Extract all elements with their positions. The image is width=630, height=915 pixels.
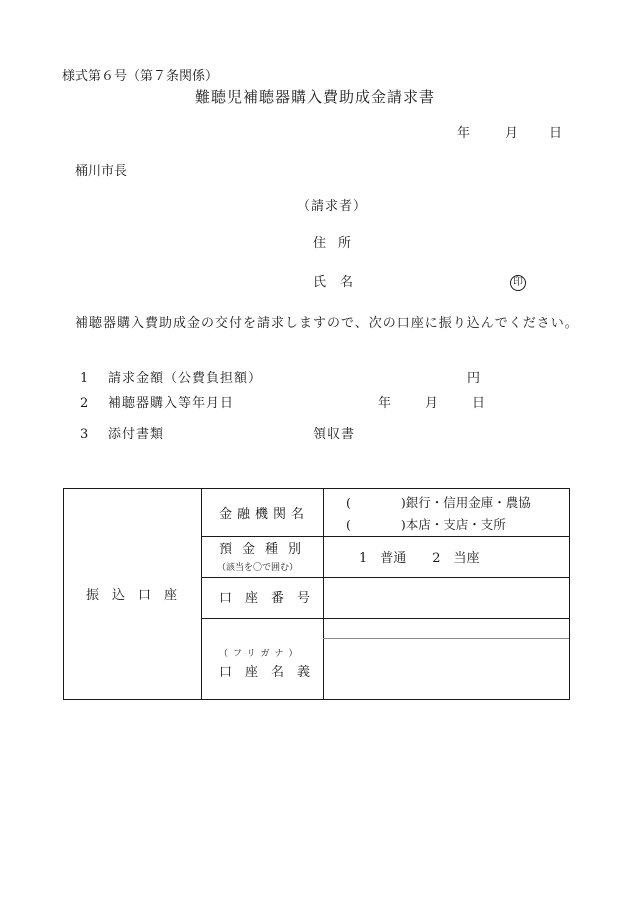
institution-line-2: ( )本店・支店・支所: [346, 517, 506, 532]
name-label: 氏名: [313, 275, 368, 290]
date-day-label: 日: [549, 126, 563, 141]
address-label: 住所: [313, 236, 364, 251]
item-1-number: 1: [80, 371, 90, 386]
deposit-type-label: 預金種別: [219, 542, 312, 557]
item-1-label: 請求金額（公費負担額）: [108, 371, 263, 386]
date-year-label: 年: [457, 126, 471, 141]
body-text: 補聴器購入費助成金の交付を請求しますので、次の口座に振り込んでください。: [75, 316, 579, 331]
form-number: 様式第６号（第７条関係）: [62, 69, 219, 84]
bank-account-table: [63, 488, 570, 700]
deposit-type-options: 1 普通 2 当座: [359, 551, 480, 566]
institution-label: 金融機関名: [219, 507, 310, 522]
document-title: 難聴児補聴器購入費助成金請求書: [194, 88, 435, 106]
addressee: 桶川市長: [75, 164, 128, 179]
table-divider: [201, 536, 569, 537]
deposit-type-note: （該当を〇で囲む）: [217, 563, 299, 573]
table-divider: [323, 489, 324, 699]
item-3-number: 3: [80, 427, 90, 442]
institution-line-1: ( )銀行・信用金庫・農協: [346, 495, 531, 510]
account-number-label: 口座番号: [219, 591, 324, 606]
table-divider: [323, 638, 569, 639]
item-3-label: 添付書類: [108, 427, 165, 442]
item-2-year: 年: [378, 396, 393, 411]
item-2-number: 2: [80, 396, 90, 411]
item-2-label: 補聴器購入等年月日: [108, 396, 235, 411]
furigana-label: （フリガナ）: [219, 649, 303, 659]
requester-label: （請求者）: [297, 199, 368, 214]
item-1-unit: 円: [467, 371, 482, 386]
table-divider: [201, 489, 202, 699]
item-2-month: 月: [425, 396, 440, 411]
transfer-account-label: 振込口座: [86, 588, 191, 603]
table-divider: [201, 618, 569, 619]
date-month-label: 月: [505, 126, 519, 141]
table-divider: [201, 577, 569, 578]
item-2-day: 日: [472, 396, 487, 411]
item-3-value: 領収書: [313, 427, 356, 442]
account-name-label: 口座名義: [219, 665, 324, 680]
seal-mark: 印: [510, 275, 526, 291]
